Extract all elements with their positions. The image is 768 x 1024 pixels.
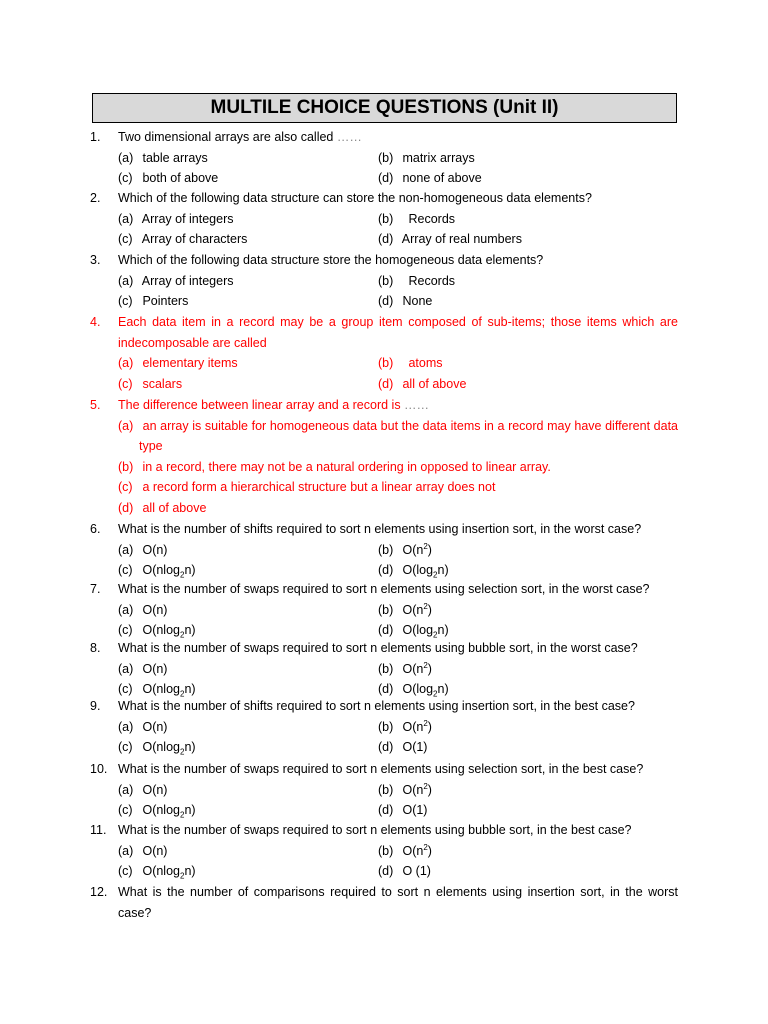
option-text-tail: ) [427, 782, 432, 797]
option-c [118, 737, 196, 758]
option-d [378, 800, 427, 821]
question-number: 10. [90, 762, 108, 776]
option-text [399, 623, 449, 640]
option-text-main: O(nlog [139, 740, 180, 755]
option-text: Pointers [139, 294, 189, 309]
option-d [378, 737, 427, 758]
option-label: (d) [378, 864, 394, 879]
option-label: (c) [118, 232, 133, 247]
option-text-tail: n) [184, 803, 196, 818]
option-c [118, 374, 182, 395]
question-number: 7. [90, 582, 101, 596]
superscript: 2 [423, 718, 428, 728]
option-label: (b) [378, 273, 394, 288]
question-text: The difference between linear array and a record is [118, 398, 405, 412]
option-label: (b) [378, 843, 394, 858]
subscript: 2 [180, 570, 185, 580]
question-stem [118, 759, 678, 780]
question-stem [118, 395, 678, 416]
option-d [378, 168, 482, 189]
question-stem [118, 882, 678, 923]
option-label: (a) [118, 719, 134, 734]
question-text: What is the number of shifts required to sort n elements using insertion sort, in the best case? [118, 699, 635, 713]
option-label: (b) [378, 542, 394, 557]
option-text: Array of characters [139, 232, 248, 247]
option-text-main: O(n) [139, 719, 168, 734]
option-d [378, 291, 432, 312]
option-c [118, 800, 196, 821]
option-text-main: O(n) [139, 782, 168, 797]
option-label: (c) [118, 623, 133, 638]
question-stem [118, 519, 678, 540]
option-text: scalars [139, 376, 183, 391]
option-label: (c) [118, 682, 133, 697]
option-text: Array of integers [139, 211, 234, 226]
option-text [139, 803, 196, 820]
option-text [399, 803, 427, 817]
option-a [118, 540, 167, 561]
question-text: What is the number of comparisons required to sort n elements using insertion sort, in the worst case? [118, 885, 678, 920]
question-number: 4. [90, 315, 101, 329]
option-label: (a) [118, 843, 134, 858]
subscript: 2 [180, 689, 185, 699]
question-stem [118, 579, 678, 600]
ellipsis: …… [336, 130, 362, 144]
option-text: Records [405, 273, 456, 288]
option-text-tail: n) [437, 623, 449, 638]
option-label: (d) [378, 376, 394, 391]
superscript: 2 [423, 781, 428, 791]
superscript: 2 [423, 842, 428, 852]
option-text-tail: ) [427, 719, 432, 734]
option-a [118, 841, 167, 862]
superscript: 2 [423, 660, 428, 670]
option-c [118, 560, 196, 581]
subscript: 2 [180, 630, 185, 640]
option-label: (a) [118, 273, 134, 288]
question-number: 2. [90, 191, 101, 205]
option-d [378, 229, 522, 250]
option-text-tail: n) [184, 623, 196, 638]
option-text-main: O(nlog [139, 803, 180, 818]
option-text: table arrays [139, 150, 208, 165]
option-a [118, 600, 167, 621]
option-text: None [399, 294, 433, 309]
option-text [399, 864, 431, 878]
option-text-main: O(1) [399, 803, 428, 818]
option-text-main: O(n [399, 661, 424, 676]
option-label: (c) [118, 563, 133, 578]
option-text [399, 543, 432, 557]
question-stem [118, 820, 678, 841]
question-stem [118, 188, 678, 209]
option-label: (b) [118, 459, 134, 474]
option-text-main: O(n) [139, 843, 168, 858]
option-text: both of above [139, 171, 219, 186]
option-text-main: O(nlog [139, 563, 180, 578]
question-number: 6. [90, 522, 101, 536]
option-text [139, 662, 167, 676]
option-label: (c) [118, 740, 133, 755]
option-label: (a) [118, 661, 134, 676]
option-text: Records [405, 211, 456, 226]
option-text-main: O(n) [139, 542, 168, 557]
option-text [399, 563, 449, 580]
option-text-main: O(log [399, 682, 434, 697]
option-label: (c) [118, 864, 133, 879]
option-a [118, 416, 678, 457]
option-text: matrix arrays [399, 150, 475, 165]
option-label: (c) [118, 803, 133, 818]
option-b [378, 780, 432, 801]
question-stem [118, 696, 678, 717]
option-text [399, 740, 427, 754]
option-b [378, 659, 432, 680]
option-label: (b) [378, 661, 394, 676]
option-text [139, 740, 196, 757]
option-b [378, 148, 475, 169]
option-d [378, 374, 466, 395]
subscript: 2 [180, 810, 185, 820]
option-text-tail: n) [437, 682, 449, 697]
option-text [139, 623, 196, 640]
option-label: (d) [378, 623, 394, 638]
option-text-main: O(n [399, 542, 424, 557]
question-stem [118, 638, 678, 659]
question-number: 8. [90, 641, 101, 655]
question-text: What is the number of swaps required to sort n elements using bubble sort, in the worst case? [118, 641, 638, 655]
option-text-tail: n) [184, 740, 196, 755]
question-number: 11. [90, 823, 107, 837]
option-text [399, 603, 432, 617]
option-label: (c) [118, 376, 133, 391]
option-text-tail: n) [184, 682, 196, 697]
option-text: a record form a hierarchical structure but a linear array does not [139, 480, 496, 495]
option-text-tail: n) [184, 864, 196, 879]
option-text-main: O (1) [399, 864, 431, 879]
question-text: What is the number of swaps required to sort n elements using bubble sort, in the best case? [118, 823, 632, 837]
option-c [118, 229, 247, 250]
option-d [378, 560, 449, 581]
option-label: (d) [378, 682, 394, 697]
question-number: 5. [90, 398, 101, 412]
option-text-tail: ) [427, 843, 432, 858]
option-label: (c) [118, 480, 133, 495]
option-text-main: O(n [399, 602, 424, 617]
question-text: What is the number of swaps required to sort n elements using selection sort, in the worst case? [118, 582, 650, 596]
option-b [378, 600, 432, 621]
option-text-tail: n) [437, 563, 449, 578]
option-text-main: O(log [399, 623, 434, 638]
option-label: (c) [118, 294, 133, 309]
option-text: all of above [399, 376, 467, 391]
option-a [118, 780, 167, 801]
option-text [399, 662, 432, 676]
option-text: Array of real numbers [399, 232, 522, 247]
subscript: 2 [433, 689, 438, 699]
option-label: (a) [118, 542, 134, 557]
option-b [118, 457, 688, 478]
option-text-main: O(1) [399, 740, 428, 755]
option-text [139, 864, 196, 881]
option-text-tail: n) [184, 563, 196, 578]
option-label: (b) [378, 150, 394, 165]
option-text [139, 783, 167, 797]
question-text: What is the number of swaps required to sort n elements using selection sort, in the best case? [118, 762, 644, 776]
option-text-tail: ) [427, 602, 432, 617]
question-text: What is the number of shifts required to sort n elements using insertion sort, in the worst case? [118, 522, 642, 536]
option-label: (a) [118, 211, 134, 226]
question-number: 12. [90, 885, 108, 899]
option-text [139, 563, 196, 580]
option-text-main: O(n [399, 719, 424, 734]
option-text [399, 682, 449, 699]
option-b [378, 841, 432, 862]
option-c [118, 861, 196, 882]
option-label: (d) [378, 171, 394, 186]
option-a [118, 659, 167, 680]
option-label: (a) [118, 150, 134, 165]
question-text: Which of the following data structure can store the non-homogeneous data elements? [118, 191, 592, 205]
option-label: (a) [118, 602, 134, 617]
option-b [378, 271, 455, 292]
option-text [399, 720, 432, 734]
option-label: (d) [378, 232, 394, 247]
question-number: 3. [90, 253, 101, 267]
option-text-main: O(n [399, 782, 424, 797]
option-a [118, 209, 234, 230]
option-c [118, 168, 218, 189]
option-b [378, 209, 455, 230]
option-text: atoms [405, 356, 443, 371]
option-text: an array is suitable for homogeneous data but the data items in a record may have different data type [139, 418, 678, 454]
option-label: (d) [378, 563, 394, 578]
option-text: none of above [399, 171, 482, 186]
subscript: 2 [180, 871, 185, 881]
option-text-main: O(nlog [139, 864, 180, 879]
subscript: 2 [433, 630, 438, 640]
option-label: (b) [378, 782, 394, 797]
option-text-main: O(n [399, 843, 424, 858]
option-a [118, 148, 208, 169]
ellipsis: …… [404, 398, 430, 412]
option-label: (a) [118, 356, 134, 371]
option-text [139, 844, 167, 858]
option-text-main: O(log [399, 563, 434, 578]
question-stem [118, 312, 678, 353]
option-text [139, 543, 167, 557]
question-number: 1. [90, 130, 101, 144]
option-label: (b) [378, 211, 394, 226]
page-title: MULTILE CHOICE QUESTIONS (Unit II) [92, 93, 677, 123]
option-a [118, 717, 167, 738]
superscript: 2 [423, 541, 428, 551]
option-text [139, 603, 167, 617]
option-text-main: O(nlog [139, 623, 180, 638]
option-text: in a record, there may not be a natural ordering in opposed to linear array. [139, 459, 551, 474]
option-text-main: O(nlog [139, 682, 180, 697]
option-text [399, 844, 432, 858]
option-label: (b) [378, 356, 394, 371]
question-text: Each data item in a record may be a group item composed of sub-items; those items which are indecomposable are called [118, 315, 678, 350]
question-text: Which of the following data structure store the homogeneous data elements? [118, 253, 544, 267]
option-text-main: O(n) [139, 661, 168, 676]
option-text: all of above [139, 501, 207, 515]
option-c [118, 477, 688, 498]
option-b [378, 540, 432, 561]
option-a [118, 353, 238, 374]
option-label: (d) [378, 740, 394, 755]
option-d [118, 498, 688, 519]
option-label: (b) [378, 719, 394, 734]
option-label: (c) [118, 171, 133, 186]
option-label: (a) [118, 418, 134, 433]
option-text [139, 720, 167, 734]
option-text: Array of integers [139, 273, 234, 288]
question-stem [118, 250, 678, 271]
question-number: 9. [90, 699, 101, 713]
option-c [118, 291, 188, 312]
option-label: (a) [118, 782, 134, 797]
option-a [118, 271, 234, 292]
option-text [399, 783, 432, 797]
option-text-tail: ) [427, 542, 432, 557]
option-text-tail: ) [427, 661, 432, 676]
option-label: (d) [118, 501, 134, 515]
option-b [378, 717, 432, 738]
question-stem [118, 127, 678, 148]
subscript: 2 [180, 747, 185, 757]
option-label: (d) [378, 803, 394, 818]
option-label: (b) [378, 602, 394, 617]
option-d [378, 861, 431, 882]
subscript: 2 [433, 570, 438, 580]
option-text: elementary items [139, 356, 238, 371]
question-text: Two dimensional arrays are also called [118, 130, 337, 144]
superscript: 2 [423, 601, 428, 611]
option-text-main: O(n) [139, 602, 168, 617]
option-b [378, 353, 443, 374]
option-text [139, 682, 196, 699]
option-label: (d) [378, 294, 394, 309]
